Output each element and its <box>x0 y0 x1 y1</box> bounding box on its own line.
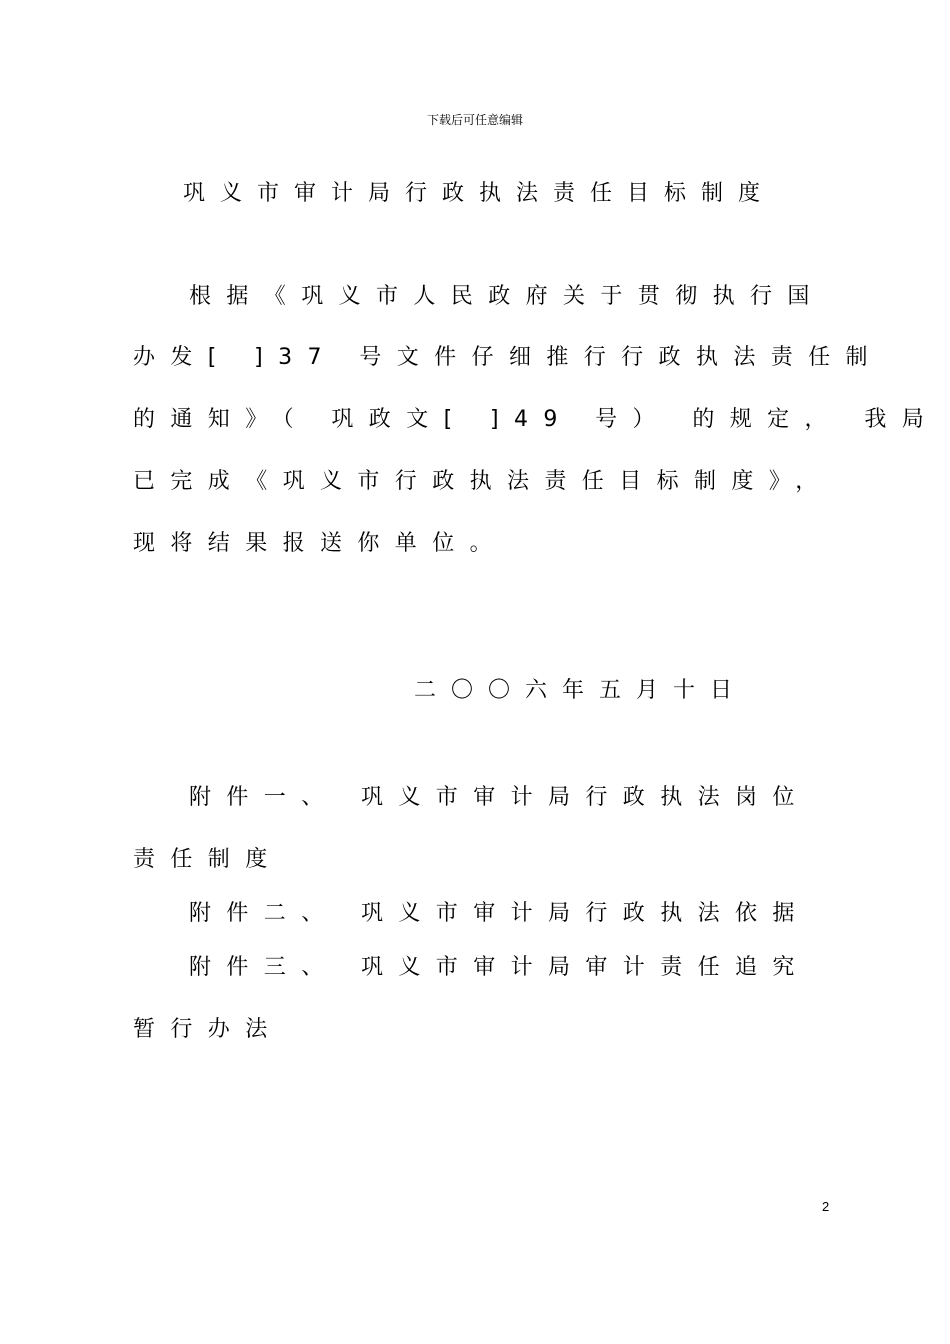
attachment-3-line-2: 暂行办法 <box>133 1017 283 1042</box>
body-line: 现将结果报送你单位。 <box>133 531 508 556</box>
body-line: 办发[ ]37 号文件仔细推行行政执法责任制 <box>133 345 883 370</box>
body-line: 已完成《巩义市行政执法责任目标制度》， <box>133 469 833 494</box>
document-date: 二〇〇六年五月十日 <box>414 678 748 703</box>
page-number: 2 <box>822 1199 830 1214</box>
body-line: 根据《巩义市人民政府关于贯彻执行国 <box>189 284 825 309</box>
body-line: 的通知》（ 巩政文[ ]49 号） 的规定， 我局 <box>133 407 940 432</box>
header-note: 下载后可任意编辑 <box>426 113 523 127</box>
attachment-2-line-1: 附件二、 巩义市审计局行政执法依据 <box>189 901 810 926</box>
attachment-1-line-1: 附件一、 巩义市审计局行政执法岗位 <box>189 785 810 810</box>
attachment-1-line-2: 责任制度 <box>133 847 283 872</box>
attachment-3-line-1: 附件三、 巩义市审计局审计责任追究 <box>189 955 810 980</box>
document-title: 巩义市审计局行政执法责任目标制度 <box>182 181 775 206</box>
